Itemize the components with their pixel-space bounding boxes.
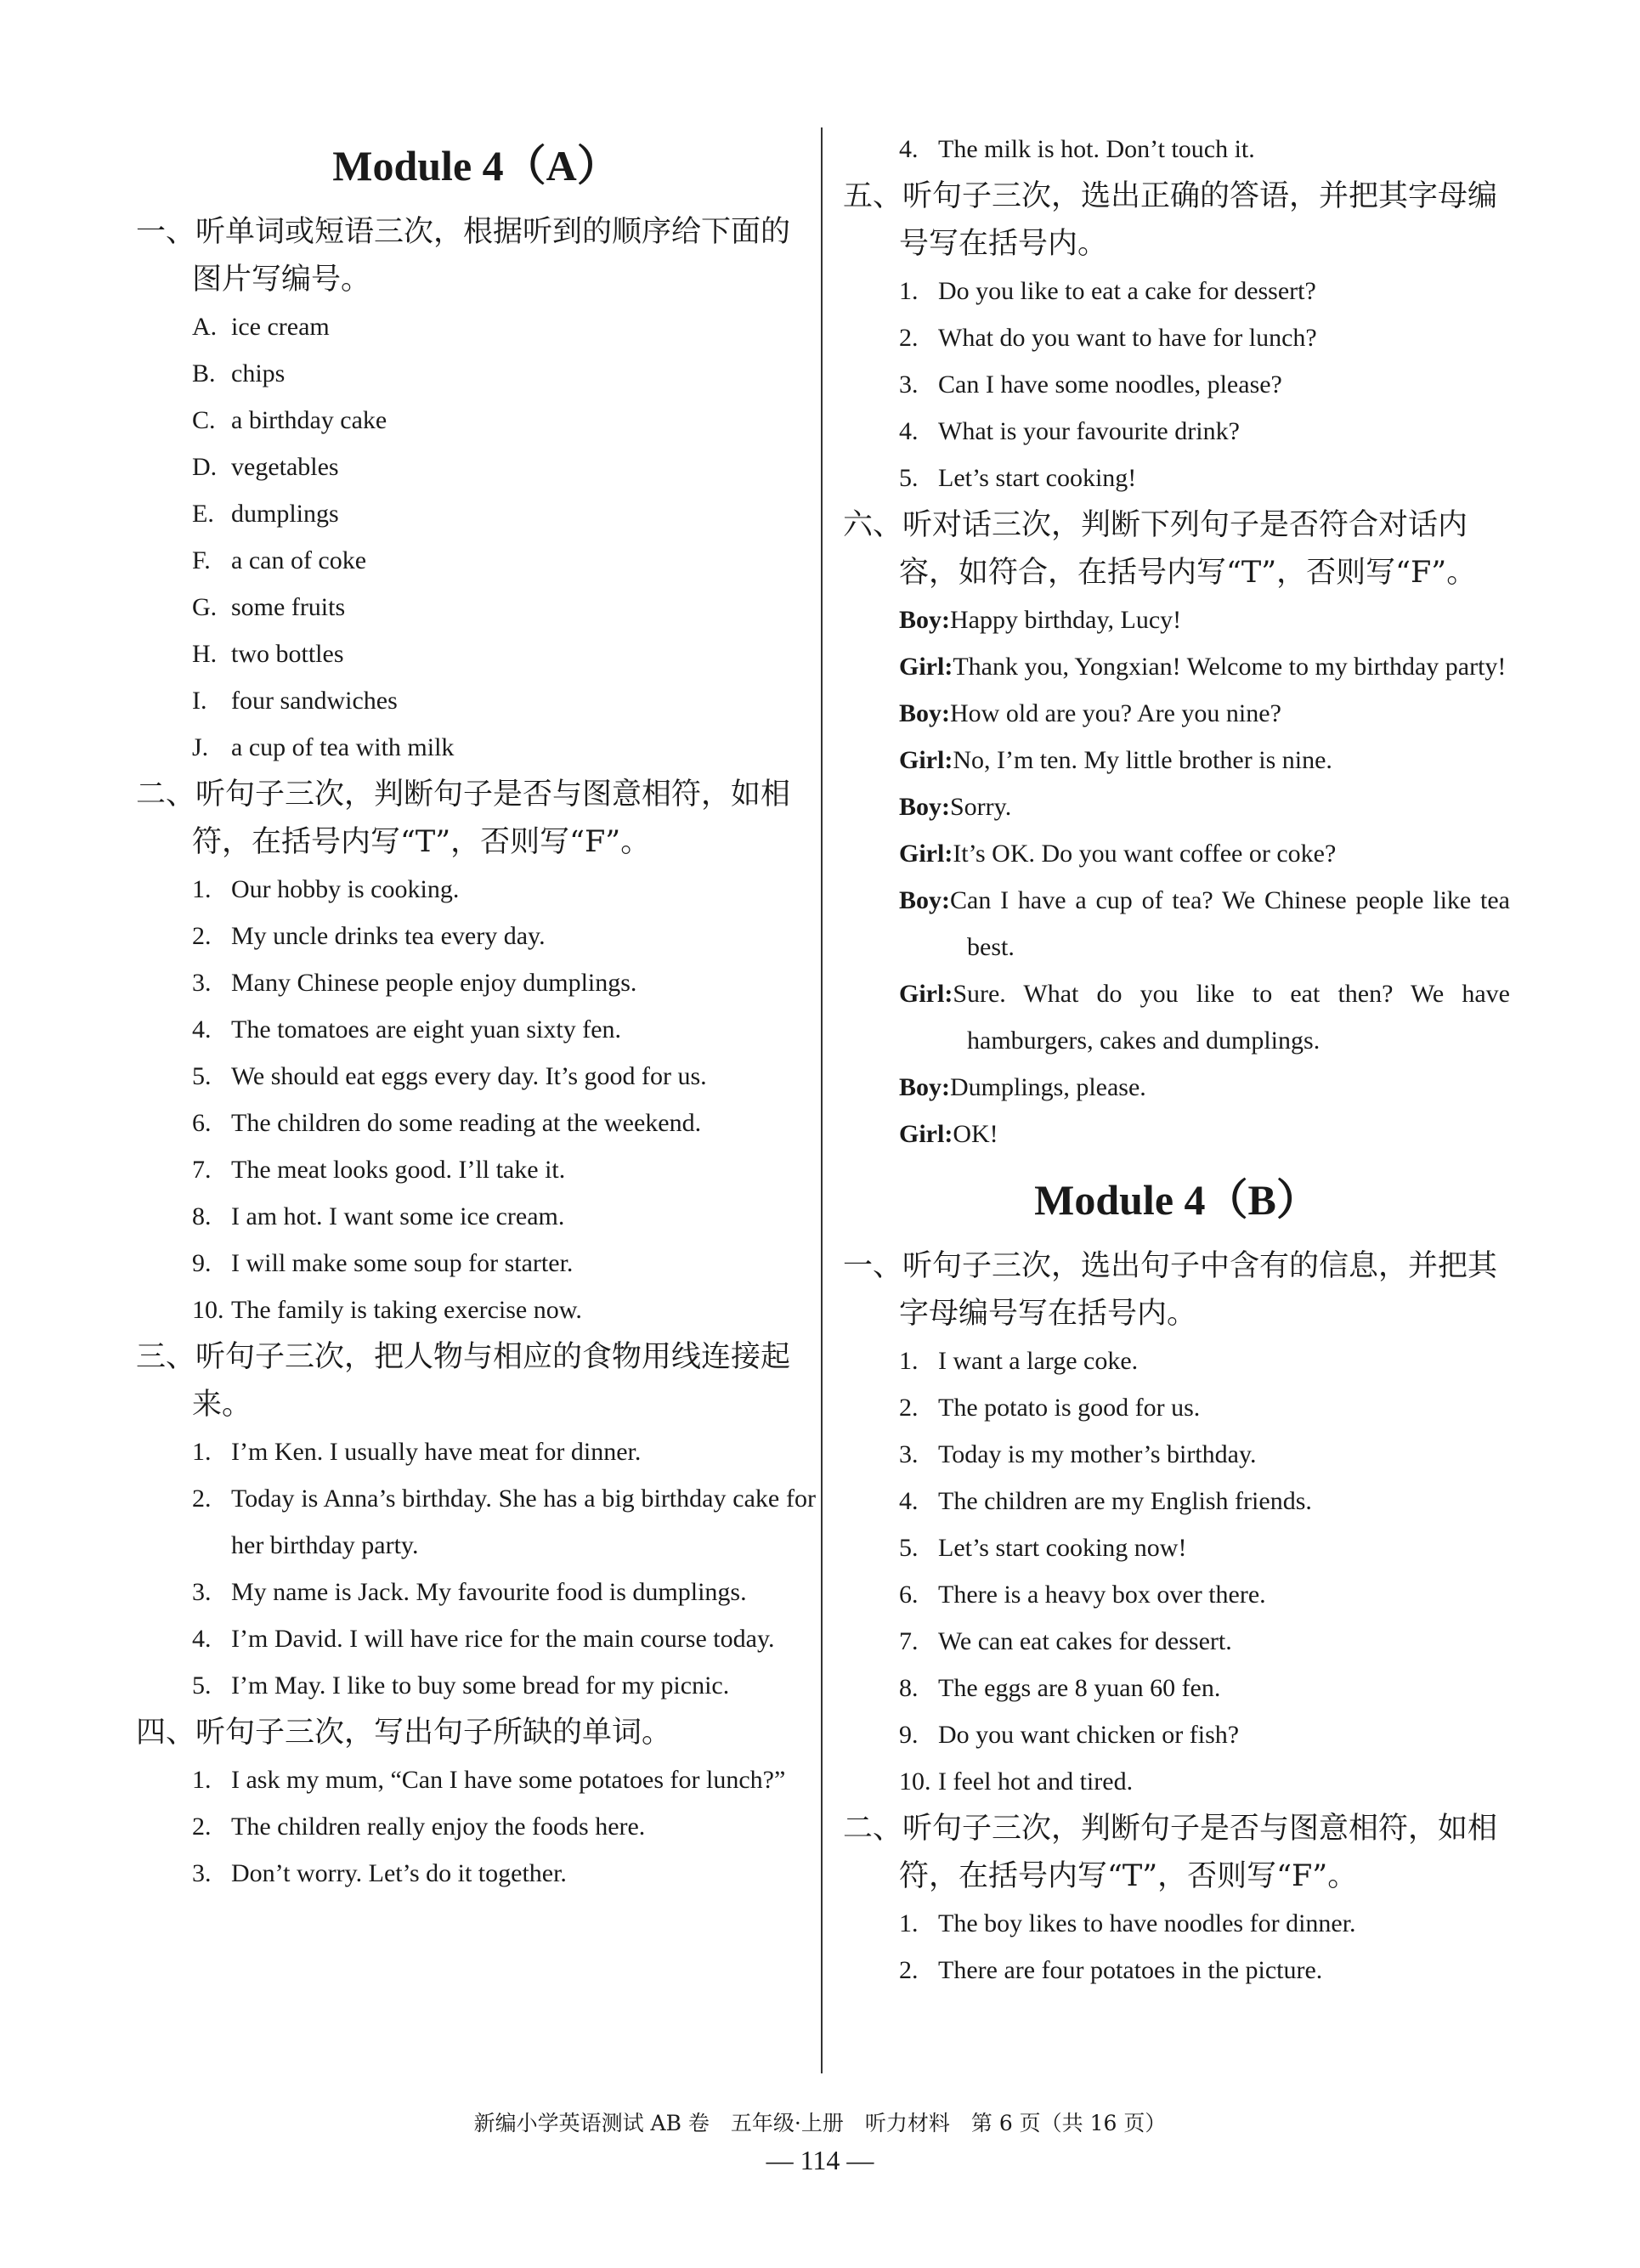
module-a-title: Module 4（A） — [332, 142, 619, 189]
list-item: J. a cup of tea with milk — [192, 733, 455, 761]
list-item: 8. The eggs are 8 yuan 60 fen. — [899, 1674, 1221, 1702]
dialogue-line: Boy:Sorry. — [899, 793, 1012, 821]
right-column — [843, 126, 1510, 1994]
section-5-list — [843, 268, 1510, 501]
list-item: 1. The boy likes to have noodles for dinner. — [899, 1909, 1356, 1937]
list-item: 5. Let’s start cooking! — [899, 464, 1137, 492]
list-item: 9. Do you want chicken or fish? — [899, 1721, 1240, 1749]
list-item: 2. The potato is good for us. — [899, 1394, 1201, 1422]
list-item: 1. Do you like to eat a cake for dessert? — [899, 277, 1316, 305]
list-item: E. dumplings — [192, 500, 339, 528]
list-item: 2. My uncle drinks tea every day. — [192, 922, 546, 950]
list-item: 5. Let’s start cooking now! — [899, 1534, 1187, 1562]
list-item: 3. My name is Jack. My favourite food is dumplings. — [192, 1578, 747, 1606]
list-item: G. some fruits — [192, 593, 346, 621]
section-1-list — [136, 303, 816, 771]
dialogue-line: Boy:Dumplings, please. — [899, 1073, 1146, 1101]
list-item: 10. I feel hot and tired. — [899, 1767, 1134, 1796]
list-item: C. a birthday cake — [192, 406, 387, 434]
list-item: A. ice cream — [192, 313, 330, 341]
list-item: H. two bottles — [192, 640, 344, 668]
list-item: 4. What is your favourite drink? — [899, 417, 1240, 445]
list-item: 1. Our hobby is cooking. — [192, 875, 460, 903]
list-item: 2. What do you want to have for lunch? — [899, 324, 1317, 352]
section-4-heading: 四、听句子三次，写出句子所缺的单词。 — [136, 1716, 672, 1750]
section-2-list — [136, 866, 816, 1333]
left-column — [136, 123, 816, 1897]
page-number: — 114 — — [766, 2145, 874, 2175]
list-item: 8. I am hot. I want some ice cream. — [192, 1202, 565, 1230]
column-divider — [821, 127, 823, 2073]
section-2-heading: 二、听句子三次，判断句子是否与图意相符，如相符，在括号内写“T”，否则写“F”。 — [136, 778, 791, 859]
list-item: 4. The children are my English friends. — [899, 1487, 1312, 1515]
list-item: I. four sandwiches — [192, 687, 398, 715]
dialogue-line: Boy:Can I have a cup of tea? We Chinese people like tea best. — [899, 886, 1510, 961]
list-item: F. a can of coke — [192, 546, 367, 574]
section-4-list — [136, 1756, 816, 1897]
list-item: 5. We should eat eggs every day. It’s good for us. — [192, 1062, 707, 1090]
list-item: 4. I’m David. I will have rice for the main course today. — [192, 1625, 775, 1653]
section-1-heading: 一、听单词或短语三次，根据听到的顺序给下面的图片写编号。 — [136, 215, 791, 297]
list-item: D. vegetables — [192, 453, 339, 481]
section-3-list — [136, 1428, 816, 1709]
list-item: 3. Can I have some noodles, please? — [899, 370, 1282, 399]
section-5-heading: 五、听句子三次，选出正确的答语，并把其字母编号写在括号内。 — [843, 179, 1498, 261]
section-b2-heading: 二、听句子三次，判断句子是否与图意相符，如相符，在括号内写“T”，否则写“F”。 — [843, 1812, 1498, 1893]
list-item: 5. I’m May. I like to buy some bread for my picnic. — [192, 1671, 730, 1700]
dialogue-line: Boy:Happy birthday, Lucy! — [899, 606, 1182, 634]
list-item: 1. I’m Ken. I usually have meat for dinner. — [192, 1438, 642, 1466]
dialogue-line: Girl:Thank you, Yongxian! Welcome to my birthday party! — [899, 653, 1507, 681]
section-3-heading: 三、听句子三次，把人物与相应的食物用线连接起来。 — [136, 1340, 791, 1422]
module-b-title: Module 4（B） — [1034, 1176, 1319, 1224]
list-item: 4. The milk is hot. Don’t touch it. — [899, 135, 1255, 163]
dialogue-line: Girl:No, I’m ten. My little brother is nine. — [899, 746, 1332, 774]
section-b2-list — [843, 1900, 1510, 1994]
list-item: 6. There is a heavy box over there. — [899, 1581, 1266, 1609]
footer-info: 新编小学英语测试 AB 卷 五年级·上册 听力材料 第 6 页（共 16 页） — [473, 2111, 1167, 2135]
list-item: 4. The tomatoes are eight yuan sixty fen. — [192, 1015, 622, 1044]
section-b1-heading: 一、听句子三次，选出句子中含有的信息，并把其字母编号写在括号内。 — [843, 1249, 1498, 1331]
list-item: 7. The meat looks good. I’ll take it. — [192, 1156, 566, 1184]
list-item: B. chips — [192, 359, 286, 387]
list-item: 3. Today is my mother’s birthday. — [899, 1440, 1257, 1468]
list-item: 7. We can eat cakes for dessert. — [899, 1627, 1232, 1655]
dialogue-line: Girl:It’s OK. Do you want coffee or coke? — [899, 840, 1337, 868]
list-item: 10. The family is taking exercise now. — [192, 1296, 582, 1324]
dialogue — [843, 597, 1510, 1157]
dialogue-line: Girl:Sure. What do you like to eat then? We have hamburgers, cakes and dumplings. — [899, 980, 1510, 1055]
list-item: 3. Don’t worry. Let’s do it together. — [192, 1859, 567, 1887]
list-item: 1. I ask my mum, “Can I have some potatoes for lunch?” — [192, 1766, 786, 1794]
list-item: 1. I want a large coke. — [899, 1347, 1139, 1375]
section-6-heading: 六、听对话三次，判断下列句子是否符合对话内容，如符合，在括号内写“T”，否则写“F”。 — [843, 508, 1477, 590]
list-item: 2. The children really enjoy the foods here. — [192, 1813, 646, 1841]
list-item: 2. There are four potatoes in the picture. — [899, 1956, 1323, 1984]
list-item: 2. Today is Anna’s birthday. She has a big birthday cake for her birthday party. — [192, 1485, 816, 1559]
section-b1-list — [843, 1338, 1510, 1805]
dialogue-line: Girl:OK! — [899, 1120, 998, 1148]
list-item: 9. I will make some soup for starter. — [192, 1249, 574, 1277]
dialogue-line: Boy:How old are you? Are you nine? — [899, 699, 1281, 727]
list-item: 3. Many Chinese people enjoy dumplings. — [192, 969, 637, 997]
list-item: 6. The children do some reading at the weekend. — [192, 1109, 702, 1137]
